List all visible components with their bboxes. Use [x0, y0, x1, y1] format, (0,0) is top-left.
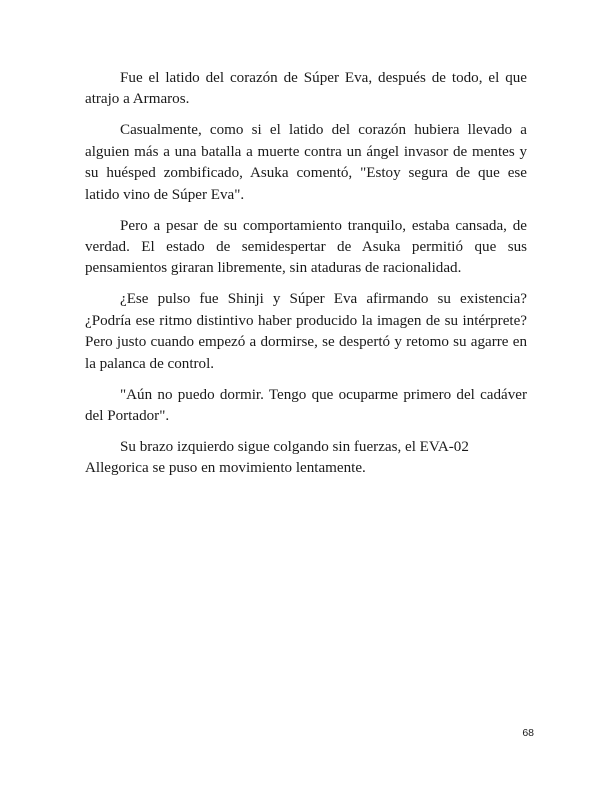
paragraph: ¿Ese pulso fue Shinji y Súper Eva afirmando su existencia? ¿Podría ese ritmo distintivo haber producido la imagen de su intérprete? Pero justo cuando empezó a dormirse, se despertó y retomo su agarre en la palanca de control.	[85, 291, 527, 372]
paragraph: Su brazo izquierdo sigue colgando sin fuerzas, el EVA-02 Allegorica se puso en movimiento lentamente.	[85, 439, 469, 477]
page-number: 68	[522, 727, 534, 739]
paragraph: "Aún no puedo dormir. Tengo que ocuparme primero del cadáver del Portador".	[85, 386, 527, 425]
paragraph: Pero a pesar de su comportamiento tranquilo, estaba cansada, de verdad. El estado de semidespertar de Asuka permitió que sus pensamientos giraran libremente, sin ataduras de racionalidad.	[85, 217, 527, 277]
paragraph: Fue el latido del corazón de Súper Eva, después de todo, el que atrajo a Armaros.	[85, 70, 527, 108]
body-text	[85, 68, 527, 489]
paragraph: Casualmente, como si el latido del corazón hubiera llevado a alguien más a una batalla a muerte contra un ángel invasor de mentes y su huésped zombificado, Asuka comentó, "Estoy segura de que ese latido vino de Súper Eva".	[85, 122, 527, 203]
